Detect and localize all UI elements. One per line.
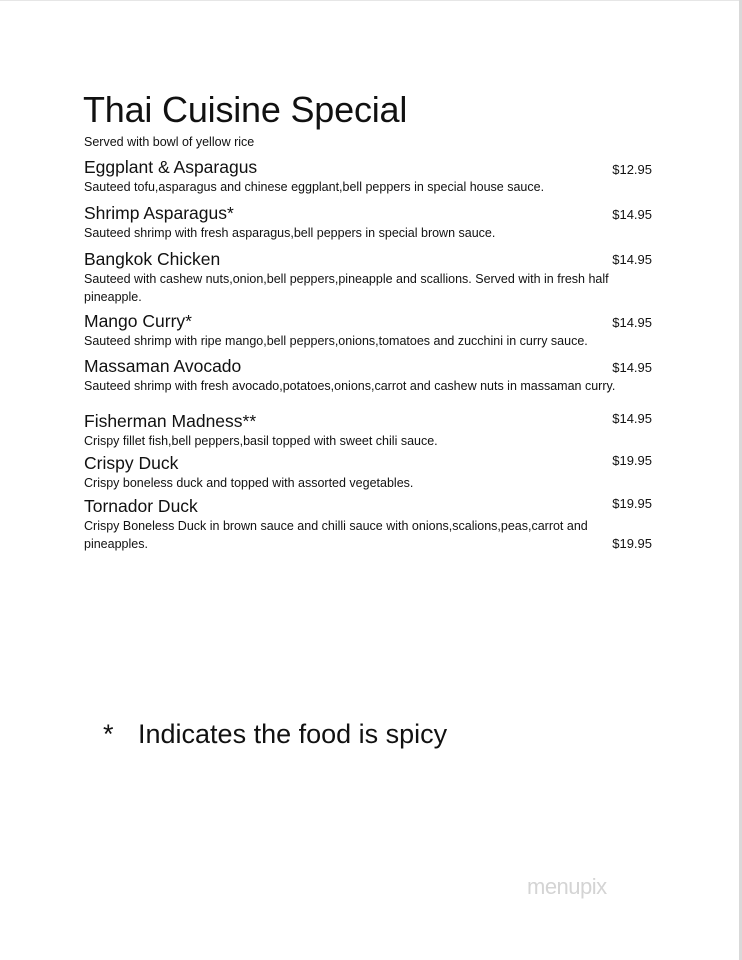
- item-description: Sauteed shrimp with fresh asparagus,bell peppers in special brown sauce.: [84, 226, 496, 240]
- item-description: Crispy fillet fish,bell peppers,basil topped with sweet chili sauce.: [84, 434, 438, 448]
- watermark-logo: menupix: [527, 874, 607, 899]
- item-name: Shrimp Asparagus*: [84, 203, 234, 223]
- item-name: Tornador Duck: [84, 496, 198, 516]
- item-description: Sauteed shrimp with ripe mango,bell peppers,onions,tomatoes and zucchini in curry sauce.: [84, 334, 588, 348]
- spicy-footnote-text: Indicates the food is spicy: [138, 719, 448, 749]
- item-price: $14.95: [612, 315, 652, 330]
- item-price: $19.95: [612, 496, 652, 511]
- item-name: Bangkok Chicken: [84, 249, 221, 269]
- item-name: Eggplant & Asparagus: [84, 157, 258, 177]
- item-price: $14.95: [612, 207, 652, 222]
- item-price: $12.95: [612, 162, 652, 177]
- spicy-symbol: *: [103, 719, 114, 749]
- menu-title: Thai Cuisine Special: [83, 89, 408, 130]
- menu-subtitle: Served with bowl of yellow rice: [84, 135, 255, 149]
- menu-item: [84, 311, 652, 350]
- menu-item: [84, 203, 652, 242]
- item-price: $19.95: [612, 453, 652, 468]
- menu-item: [84, 453, 652, 492]
- item-description: Crispy boneless duck and topped with assorted vegetables.: [84, 476, 414, 490]
- spicy-footnote: [103, 716, 447, 752]
- item-description: Sauteed with cashew nuts,onion,bell peppers,pineapple and scallions. Served with in fresh half pineapple.: [84, 272, 609, 304]
- item-name: Mango Curry*: [84, 311, 192, 331]
- menu-item: [84, 411, 652, 450]
- menu-item: [84, 496, 652, 553]
- item-description: Sauteed tofu,asparagus and chinese eggplant,bell peppers in special house sauce.: [84, 180, 545, 194]
- menu-item: [84, 249, 652, 306]
- item-name: Fisherman Madness**: [84, 411, 257, 431]
- item-price: $14.95: [612, 252, 652, 267]
- menu-item: [84, 157, 652, 196]
- item-description: Crispy Boneless Duck in brown sauce and chilli sauce with onions,scalions,peas,carrot and pineapples.: [84, 519, 588, 551]
- item-price: $14.95: [612, 360, 652, 375]
- item-description: Sauteed shrimp with fresh avocado,potatoes,onions,carrot and cashew nuts in massaman curry.: [84, 379, 616, 393]
- menu-item: [84, 356, 652, 395]
- item-name: Massaman Avocado: [84, 356, 242, 376]
- item-extra-price: $19.95: [612, 536, 652, 551]
- item-name: Crispy Duck: [84, 453, 179, 473]
- page-top-edge: [0, 0, 742, 1]
- item-price: $14.95: [612, 411, 652, 426]
